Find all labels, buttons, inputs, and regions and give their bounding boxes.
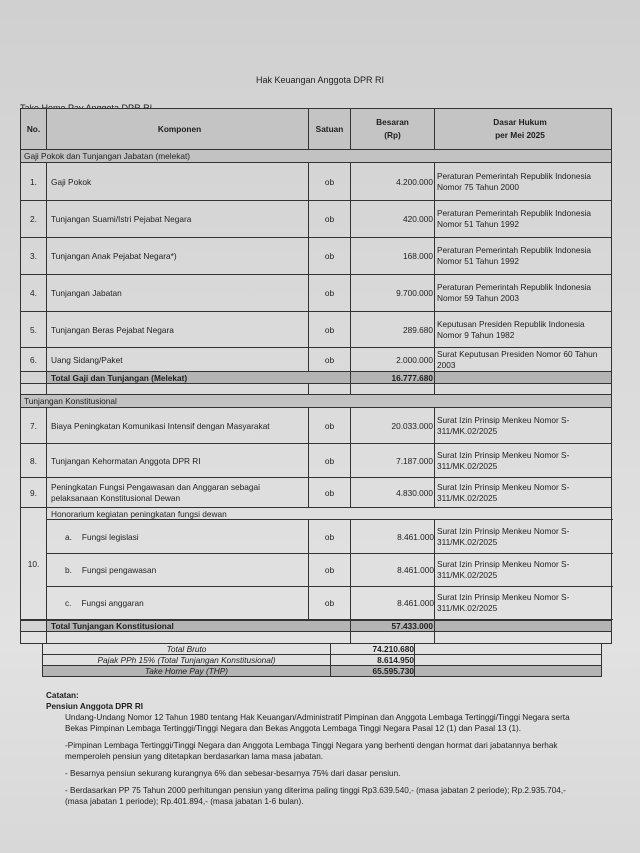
row-komponen: Uang Sidang/Paket [47, 348, 309, 371]
row-komponen: Tunjangan Jabatan [47, 275, 309, 311]
sub-komponen: Fungsi legislasi [81, 531, 139, 542]
total-konstitusional-label: Total Tunjangan Konstitusional [47, 621, 351, 631]
row-komponen [47, 520, 309, 553]
row-satuan: ob [309, 275, 351, 311]
section-tunjangan-konstitusional: Tunjangan Konstitusional [20, 395, 612, 408]
row-komponen: Tunjangan Beras Pejabat Negara [47, 312, 309, 347]
row-besaran: 4.830.000 [351, 478, 435, 507]
notes-section [46, 690, 586, 807]
row-satuan: ob [309, 554, 351, 586]
row-besaran: 4.200.000 [351, 163, 435, 200]
table-header-row [20, 108, 612, 150]
row-no: 6. [21, 348, 47, 371]
row-no: 2. [21, 201, 47, 237]
row-dasar-hukum [435, 384, 605, 394]
table-subrow [47, 554, 613, 587]
header-satuan: Satuan [309, 109, 351, 149]
row-komponen: Gaji Pokok [47, 163, 309, 200]
sub-letter: c. [65, 598, 72, 608]
row-satuan [309, 384, 351, 394]
row-dasar-hukum [435, 372, 605, 383]
row-no: 10. [21, 508, 47, 620]
honorarium-heading-label: Honorarium kegiatan peningkatan fungsi dewan [51, 508, 227, 519]
row-no: 7. [21, 408, 47, 443]
row-dasar-hukum: Surat Izin Prinsip Menkeu Nomor S-311/MK.02/2025 [437, 592, 570, 613]
row-dasar-hukum: Peraturan Pemerintah Republik Indonesia Nomor 51 Tahun 1992 [437, 245, 592, 266]
table-subrow [47, 587, 613, 620]
row-dasar-hukum: Surat Izin Prinsip Menkeu Nomor S-311/MK.02/2025 [437, 559, 570, 580]
spacer-row [20, 384, 612, 395]
row-no: 8. [21, 444, 47, 477]
summary-total-bruto [42, 644, 602, 655]
section-gaji-pokok: Gaji Pokok dan Tunjangan Jabatan (melekat) [20, 150, 612, 163]
row-satuan: ob [309, 478, 351, 507]
sub-komponen: Fungsi anggaran [81, 598, 144, 608]
row-besaran: 8.461.000 [351, 554, 435, 586]
row-besaran: 289.680 [351, 312, 435, 347]
summary-label: Pajak PPh 15% (Total Tunjangan Konstitusional) [43, 655, 331, 665]
row-dasar-hukum: Surat Izin Prinsip Menkeu Nomor S-311/MK.02/2025 [437, 481, 570, 503]
summary-take-home-pay [42, 666, 602, 677]
row-besaran [351, 632, 435, 643]
header-dasar-line1: Dasar Hukum [493, 117, 547, 127]
row-dasar-hukum: Surat Keputusan Presiden Nomor 60 Tahun 2003 [437, 348, 598, 370]
table-row [20, 275, 612, 312]
table-row [20, 312, 612, 348]
row-no: 4. [21, 275, 47, 311]
sub-letter: a. [65, 531, 72, 542]
note-paragraph: - Besarnya pensiun sekurang kurangnya 6% dan sebesar-besarnya 75% dari dasar pensiun. [65, 769, 401, 778]
row-no [21, 384, 47, 394]
row-besaran: 7.187.000 [351, 444, 435, 477]
header-dasar-line2: per Mei 2025 [495, 130, 545, 140]
row-no: 5. [21, 312, 47, 347]
row-besaran: 20.033.000 [351, 408, 435, 443]
row-satuan: ob [309, 587, 351, 619]
total-melekat-row [20, 372, 612, 384]
header-besaran-line1: Besaran [376, 117, 409, 127]
document-title: Hak Keuangan Anggota DPR RI [255, 75, 385, 85]
row-komponen [47, 632, 351, 643]
table-subrow [47, 520, 613, 554]
table-row [20, 238, 612, 275]
table-row [20, 348, 612, 372]
row-besaran [351, 384, 435, 394]
total-melekat-label: Total Gaji dan Tunjangan (Melekat) [47, 372, 351, 383]
row-besaran: 8.461.000 [351, 587, 435, 619]
header-no: No. [21, 109, 47, 149]
row-satuan: ob [309, 408, 351, 443]
row-besaran: 8.461.000 [351, 520, 435, 553]
row-komponen: Tunjangan Suami/Istri Pejabat Negara [47, 201, 309, 237]
header-komponen: Komponen [47, 109, 309, 149]
row-komponen: Tunjangan Kehormatan Anggota DPR RI [47, 444, 309, 477]
sub-letter: b. [65, 565, 72, 575]
row-satuan: ob [309, 201, 351, 237]
note-paragraph: Undang-Undang Nomor 12 Tahun 1980 tentang Hak Keuangan/Administratif Pimpinan dan Anggota Lembaga Tertinggi/Tinggi Negara serta Bekas Pimpinan Lembaga Tertinggi/Tinggi Negara dan Bekas Anggota Lembaga Tinggi Negara Pasal 12 (1) dan Pasal 13 (1). [65, 713, 570, 733]
row-no [21, 372, 47, 383]
header-besaran [351, 109, 435, 149]
row-no: 1. [21, 163, 47, 200]
table-row [20, 478, 612, 508]
row-satuan: ob [309, 444, 351, 477]
row-satuan: ob [309, 520, 351, 553]
row-besaran: 420.000 [351, 201, 435, 237]
table-row [20, 408, 612, 444]
row-no [21, 632, 47, 643]
summary-value: 65.595.730 [331, 666, 415, 676]
row-dasar-hukum [435, 621, 605, 631]
row-10-group [20, 508, 612, 620]
row-besaran: 2.000.000 [351, 348, 435, 371]
row-dasar-hukum: Peraturan Pemerintah Republik Indonesia Nomor 75 Tahun 2000 [437, 170, 592, 192]
row-satuan: ob [309, 312, 351, 347]
total-konstitusional-row [20, 620, 612, 632]
sub-komponen: Fungsi pengawasan [81, 565, 157, 575]
row-dasar-hukum: Surat Izin Prinsip Menkeu Nomor S-311/MK.02/2025 [437, 525, 570, 547]
table-row [20, 163, 612, 201]
row-komponen: Biaya Peningkatan Komunikasi Intensif dengan Masyarakat [47, 408, 309, 443]
row-komponen [47, 554, 309, 586]
row-no: 9. [21, 478, 47, 507]
header-dasar-hukum [435, 109, 605, 149]
table-row [20, 444, 612, 478]
row-komponen: Peningkatan Fungsi Pengawasan dan Anggaran sebagai pelaksanaan Konstitusional Dewan [47, 478, 309, 507]
row-dasar-hukum: Peraturan Pemerintah Republik Indonesia Nomor 51 Tahun 1992 [437, 208, 592, 229]
header-besaran-line2: (Rp) [384, 130, 401, 140]
row-dasar-hukum: Surat Izin Prinsip Menkeu Nomor S-311/MK.02/2025 [437, 414, 570, 436]
summary-pajak [42, 655, 602, 666]
row-komponen [47, 384, 309, 394]
table-row [20, 201, 612, 238]
row-komponen [47, 587, 309, 619]
row-besaran: 168.000 [351, 238, 435, 274]
summary-label: Total Bruto [43, 644, 331, 654]
spacer-row [20, 632, 612, 644]
note-paragraph: - Berdasarkan PP 75 Tahun 2000 perhitungan pensiun yang diterima paling tinggi Rp3.639.540,- (masa jabatan 2 periode); Rp.2.935.704,- (masa jabatan 1 periode); Rp.401.894,- (masa jabatan 1-6 bulan). [65, 786, 566, 806]
row-satuan: ob [309, 348, 351, 371]
row-satuan: ob [309, 163, 351, 200]
row-dasar-hukum: Keputusan Presiden Republik Indonesia Nomor 9 Tahun 1982 [437, 318, 585, 340]
row-dasar-hukum [435, 632, 605, 643]
total-melekat-value: 16.777.680 [351, 372, 435, 383]
total-konstitusional-value: 57.433.000 [351, 621, 435, 631]
notes-subheading: Pensiun Anggota DPR RI [46, 702, 144, 711]
row-no [21, 621, 47, 631]
summary-label: Take Home Pay (THP) [43, 666, 331, 676]
row-besaran: 9.700.000 [351, 275, 435, 311]
summary-value: 74.210.680 [331, 644, 415, 654]
summary-value: 8.614.950 [331, 655, 415, 665]
row-no: 3. [21, 238, 47, 274]
row-dasar-hukum: Surat Izin Prinsip Menkeu Nomor S-311/MK.02/2025 [437, 449, 570, 471]
row-komponen: Tunjangan Anak Pejabat Negara*) [47, 238, 309, 274]
notes-heading: Catatan: [46, 691, 79, 700]
row-dasar-hukum: Peraturan Pemerintah Republik Indonesia Nomor 59 Tahun 2003 [437, 282, 592, 303]
note-paragraph: -Pimpinan Lembaga Tertinggi/Tinggi Negara dan Anggota Lembaga Tinggi Negara yang berhenti dengan hormat dari jabatannya berhak memperoleh pensiun yang ditetapkan berdasarkan lama masa jabatan. [65, 741, 558, 761]
honorarium-heading [47, 508, 613, 520]
row-satuan: ob [309, 238, 351, 274]
